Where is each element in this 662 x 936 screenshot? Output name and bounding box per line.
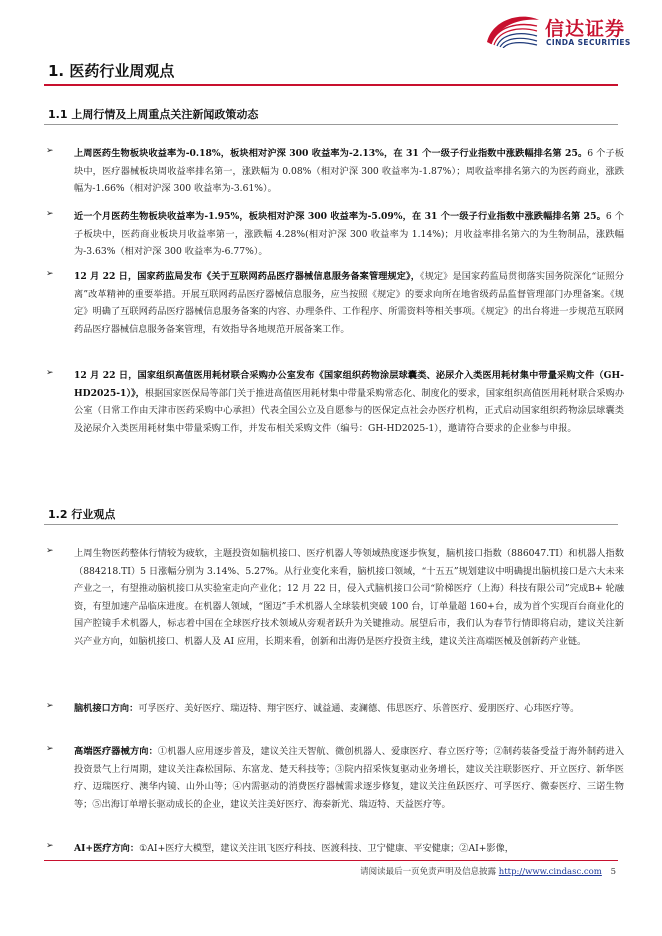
section-1-2-title: 1.2 行业观点 (48, 508, 116, 521)
news-bullet-4 (46, 367, 624, 437)
section-1-1-title: 1.1 上周行情及上周重点关注新闻政策动态 (48, 108, 259, 121)
bullet-text: ①机器人应用逐步普及，建议关注天智航、微创机器人、爱康医疗、春立医疗等；②制药装备受益于海外制药进入投资景气上行周期，建议关注森松国际、东富龙、楚天科技等；③院内招采恢复驱动业务增长，建议关注联影医疗、开立医疗、新华医疗、迈瑞医疗、澳华内镜、山外山等；④内需驱动的消费医疗器械需求逐步修复，建议关注鱼跃医疗、可孚医疗、微泰医疗、三诺生物等；⑤出海订单增长驱动成长的企业，建议关注美好医疗、海泰新光、瑞迈特、天益医疗等。 (74, 746, 625, 810)
bullet-arrow-icon: ➢ (46, 209, 54, 219)
footer-divider (44, 860, 618, 861)
bullet-bold-text: 高端医疗器械方向： (74, 746, 158, 757)
bullet-bold-text: 近一个月医药生物板块收益率为-1.95%，板块相对沪深 300 收益率为-5.09%，在 31 个一级子行业指数中涨跌幅排名第 25。 (74, 211, 606, 222)
bullet-arrow-icon: ➢ (46, 269, 54, 279)
disclaimer-notice: 请阅读最后一页免责声明及信息披露 (360, 867, 497, 877)
bullet-text: ①AI+医疗大模型，建议关注讯飞医疗科技、医渡科技、卫宁健康、平安健康；②AI+影像， (139, 843, 514, 854)
bullet-arrow-icon: ➢ (46, 701, 54, 711)
logo-english-name: CINDA SECURITIES (546, 38, 631, 47)
section-1-2-divider (44, 524, 618, 525)
bullet-text: 《规定》是国家药监局贯彻落实国务院深化“证照分离”改革精神的重要举措。开展互联网药品医疗器械信息服务，应当按照《规定》的要求向所在地省级药品监督管理部门办理备案。《规定》明确了互联网药品医疗器械信息服务备案的内容、办理条件、工作程序、所需资料等相关事项。《规定》的出台将进一步规范互联网药品医疗器械信息服务备案管理，有效指导各地规范开展备案工作。 (74, 271, 624, 335)
footer (360, 865, 616, 877)
bullet-arrow-icon: ➢ (46, 841, 54, 851)
bullet-arrow-icon: ➢ (46, 146, 54, 156)
news-bullet-3 (46, 268, 624, 338)
bullet-text: 6 个子板块中，医药商业板块月收益率第一，涨跌幅 4.28%(相对沪深 300 收益率为 1.14%)；月收益率排名第六的为生物制品，涨跌幅为-3.63%（相对沪深 300 收益率为-6.77%）。 (74, 211, 624, 258)
section-1-1-divider (44, 124, 618, 125)
logo-chinese-name: 信达证券 (545, 18, 626, 40)
bullet-text: 上周生物医药整体行情较为疲软，主题投资如脑机接口、医疗机器人等领域热度逐步恢复，脑机接口指数（886047.TI）和机器人指数（884218.TI）5 日涨幅分别为 3.14%、5.27%。从行业变化来看，脑机接口领域，“十五五”规划建议中明确提出脑机接口是六大未来产业之一，有望推动脑机接口从实验室走向产业化；12 月 22 日，侵入式脑机接口公司“阶梯医疗（上海）科技有限公司”完成B+ 轮融资，有望加速产品临床进度。在机器人领域，“图迈”手术机器人全球装机突破 100 台，订单量超 160+台，成为首个实现百台商业化的国产腔镜手术机器人，标志着中国在全球医疗技术领域从旁观者跃升为关键推动。展望后市，我们认为春节行情即将启动，建议关注新兴产业方向，如脑机接口、机器人及 AI 应用，长期来看，创新和出海仍是医疗投资主线，建议关注高端医械及创新药产业链。 (74, 548, 624, 647)
bullet-arrow-icon: ➢ (46, 368, 54, 378)
view-bullet-4 (46, 840, 624, 858)
bullet-bold-text: 12 月 22 日，国家药监局发布《关于互联网药品医疗器械信息服务备案管理规定》， (74, 271, 420, 282)
view-bullet-2 (46, 700, 624, 718)
section-1-title: 1. 医药行业周观点 (48, 62, 175, 80)
view-bullet-1 (46, 545, 624, 651)
bullet-bold-text: 上周医药生物板块收益率为-0.18%，板块相对沪深 300 收益率为-2.13%，在 31 个一级子行业指数中涨跌幅排名第 25。 (74, 148, 588, 159)
news-bullet-1 (46, 145, 624, 198)
company-logo (483, 12, 653, 48)
page-number: 5 (610, 867, 616, 877)
bullet-text: 根据国家医保局等部门关于推进高值医用耗材集中带量采购常态化、制度化的要求，国家组织高值医用耗材联合采购办公室（日常工作由天津市医药采购中心承担）代表全国公立及自愿参与的医保定点社会办医疗机构，正式启动国家组织药物涂层球囊类及泌尿介入类医用耗材集中带量采购工作，并发布相关采购文件（编号：GH-HD2025-1），邀请符合要求的企业参与申报。 (74, 387, 625, 434)
bullet-arrow-icon: ➢ (46, 744, 54, 754)
bullet-text: 可孚医疗、美好医疗、瑞迈特、翔宇医疗、诚益通、麦澜德、伟思医疗、乐普医疗、爱朋医疗、心玮医疗等。 (138, 703, 580, 714)
view-bullet-3 (46, 743, 624, 813)
bullet-arrow-icon: ➢ (46, 546, 54, 556)
bullet-text: 6 个子板块中，医疗器械板块周收益率排名第一，涨跌幅为 0.08%（相对沪深 300 收益率为-1.87%）；周收益率排名第六的为医药商业，涨跌幅为-1.66%（相对沪深 300 收益率为-3.61%）。 (74, 148, 624, 195)
cinda-logo-icon (483, 12, 541, 48)
section-1-divider (44, 84, 618, 86)
bullet-bold-text: 12 月 22 日，国家组织高值医用耗材联合采购办公室发布《国家组织药物涂层球囊类、泌尿介入类医用耗材集中带量采购文件（GH-HD2025-1）》， (74, 370, 624, 399)
news-bullet-2 (46, 208, 624, 261)
website-link[interactable]: http://www.cindasc.com (498, 867, 602, 877)
bullet-bold-text: AI+医疗方向： (74, 843, 140, 854)
bullet-bold-text: 脑机接口方向： (74, 703, 139, 714)
